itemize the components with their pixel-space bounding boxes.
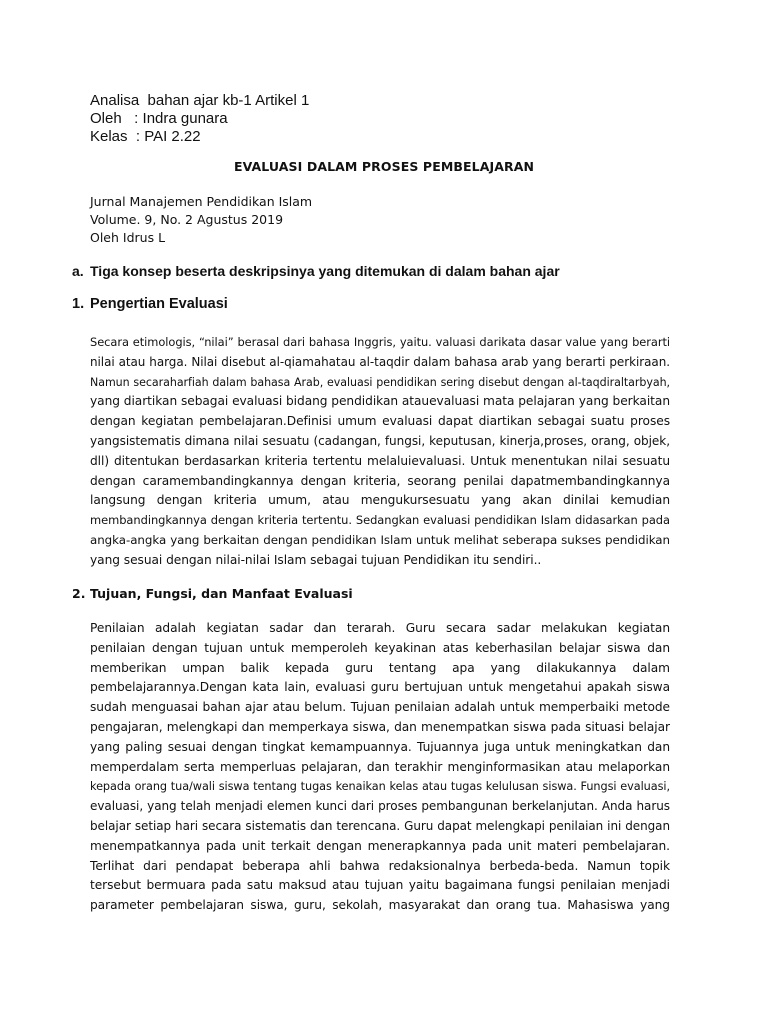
- paragraph-line: parameter pembelajaran siswa, guru, sekolah, masyarakat dan orang tua. Mahasiswa yang: [90, 898, 670, 913]
- paragraph-line: memberikan umpan balik kepada guru tentang apa yang dilakukannya dalam: [90, 660, 670, 675]
- header-analysis-line: Analisa bahan ajar kb-1 Artikel 1: [90, 92, 310, 109]
- section-a-heading: [72, 263, 560, 279]
- paragraph-line: Namun secaraharfiah dalam bahasa Arab, evaluasi pendidikan sering disebut dengan al-taqdiraltarbyah,: [90, 375, 670, 389]
- paragraph-line: yang diartikan sebagai evaluasi bidang pendidikan atauevaluasi mata pelajaran yang berkaitan: [90, 394, 670, 409]
- subsection-2-title: Tujuan, Fungsi, dan Manfaat Evaluasi: [90, 586, 353, 601]
- paragraph-line: penilaian dengan tujuan untuk memperoleh keyakinan atas keberhasilan belajar siswa dan: [90, 640, 670, 655]
- subsection-1-number: 1.: [72, 296, 85, 312]
- paragraph-line: dengan kegiatan pembelajaran.Definisi umum evaluasi dapat diartikan sebagai suatu proses: [90, 414, 670, 429]
- paragraph-line: evaluasi, yang telah menjadi elemen kunci dari proses pembangunan berkelanjutan. Anda harus: [90, 799, 670, 814]
- subsection-1-paragraph: [90, 333, 670, 571]
- section-a-marker: a.: [72, 263, 84, 279]
- paragraph-line: Terlihat dari pendapat beberapa ahli bahwa redaksionalnya berbeda-beda. Namun topik: [90, 858, 670, 873]
- paragraph-line: pembelajarannya.Dengan kata lain, evaluasi guru bertujuan untuk mengetahui apakah siswa: [90, 680, 670, 695]
- paragraph-line: sudah menguasai bahan ajar atau belum. Tujuan penilaian adalah untuk memperbaiki metode: [90, 700, 670, 715]
- paragraph-line: Penilaian adalah kegiatan sadar dan terarah. Guru secara sadar melakukan kegiatan: [90, 621, 670, 635]
- paragraph-line: dll) ditentukan berdasarkan kriteria tertentu melaluievaluasi. Untuk menentukan nilai sesuatu: [90, 453, 670, 468]
- paragraph-line: pengajaran, melengkapi dan memperkaya siswa, dan menempatkan siswa pada situasi belajar: [90, 719, 670, 734]
- paragraph-line: angka-angka yang berkaitan dengan pendidikan Islam untuk melihat seberapa sukses pendidikan: [90, 532, 670, 547]
- header-author-line: Oleh : Indra gunara: [90, 110, 228, 127]
- paragraph-line: yangsistematis dimana nilai sesuatu (cadangan, fungsi, keputusan, kinerja,proses, orang, objek,: [90, 433, 670, 448]
- subsection-1-heading: [72, 296, 228, 312]
- subsection-2-heading: [72, 586, 353, 601]
- journal-author: Oleh Idrus L: [90, 230, 166, 245]
- journal-volume: Volume. 9, No. 2 Agustus 2019: [90, 212, 284, 227]
- paragraph-line: memperdalam serta memperluas pelajaran, dan terakhir menginformasikan atau melaporkan: [90, 759, 670, 774]
- document-header: [90, 92, 309, 146]
- paragraph-line: langsung dengan kriteria umum, atau mengukursesuatu yang akan dinilai kemudian: [90, 493, 670, 508]
- paragraph-line: yang paling sesuai dengan tingkat kemampuannya. Tujuannya juga untuk meningkatkan dan: [90, 739, 670, 754]
- subsection-1-title: Pengertian Evaluasi: [90, 296, 228, 312]
- paragraph-line: kepada orang tua/wali siswa tentang tugas kenaikan kelas atau tugas kelulusan siswa. Fungsi evaluasi,: [90, 780, 670, 794]
- document-title: EVALUASI DALAM PROSES PEMBELAJARAN: [233, 159, 535, 174]
- paragraph-line: membandingkannya dengan kriteria tertentu. Sedangkan evaluasi pendidikan Islam didasarkan pada: [90, 513, 670, 528]
- paragraph-line: dengan caramembandingkannya dengan kriteria, seorang penilai dapatmembandingkannya: [90, 473, 670, 488]
- paragraph-line: belajar setiap hari secara sistematis dan terencana. Guru dapat melengkapi penilaian ini dengan: [90, 818, 670, 833]
- subsection-2-number: 2.: [72, 586, 86, 601]
- journal-name: Jurnal Manajemen Pendidikan Islam: [90, 194, 313, 209]
- paragraph-line: nilai atau harga. Nilai disebut al-qiamahatau al-taqdir dalam bahasa arab yang berarti perkiraan.: [90, 354, 670, 369]
- paragraph-line: menempatkannya pada unit terkait dengan menerapkannya pada unit materi pembelajaran.: [90, 838, 670, 853]
- header-class-line: Kelas : PAI 2.22: [90, 128, 201, 145]
- subsection-2-paragraph: [90, 619, 670, 916]
- paragraph-line: yang sesuai dengan nilai-nilai Islam sebagai tujuan Pendidikan itu sendiri..: [90, 552, 542, 567]
- section-a-text: Tiga konsep beserta deskripsinya yang ditemukan di dalam bahan ajar: [90, 263, 560, 279]
- paragraph-line: tersebut bermuara pada satu maksud atau tujuan yaitu bagaimana fungsi penilaian menjadi: [90, 878, 670, 893]
- journal-info: [90, 193, 312, 247]
- paragraph-line: Secara etimologis, “nilai” berasal dari bahasa Inggris, yaitu. valuasi darikata dasar value yang berarti: [90, 335, 670, 349]
